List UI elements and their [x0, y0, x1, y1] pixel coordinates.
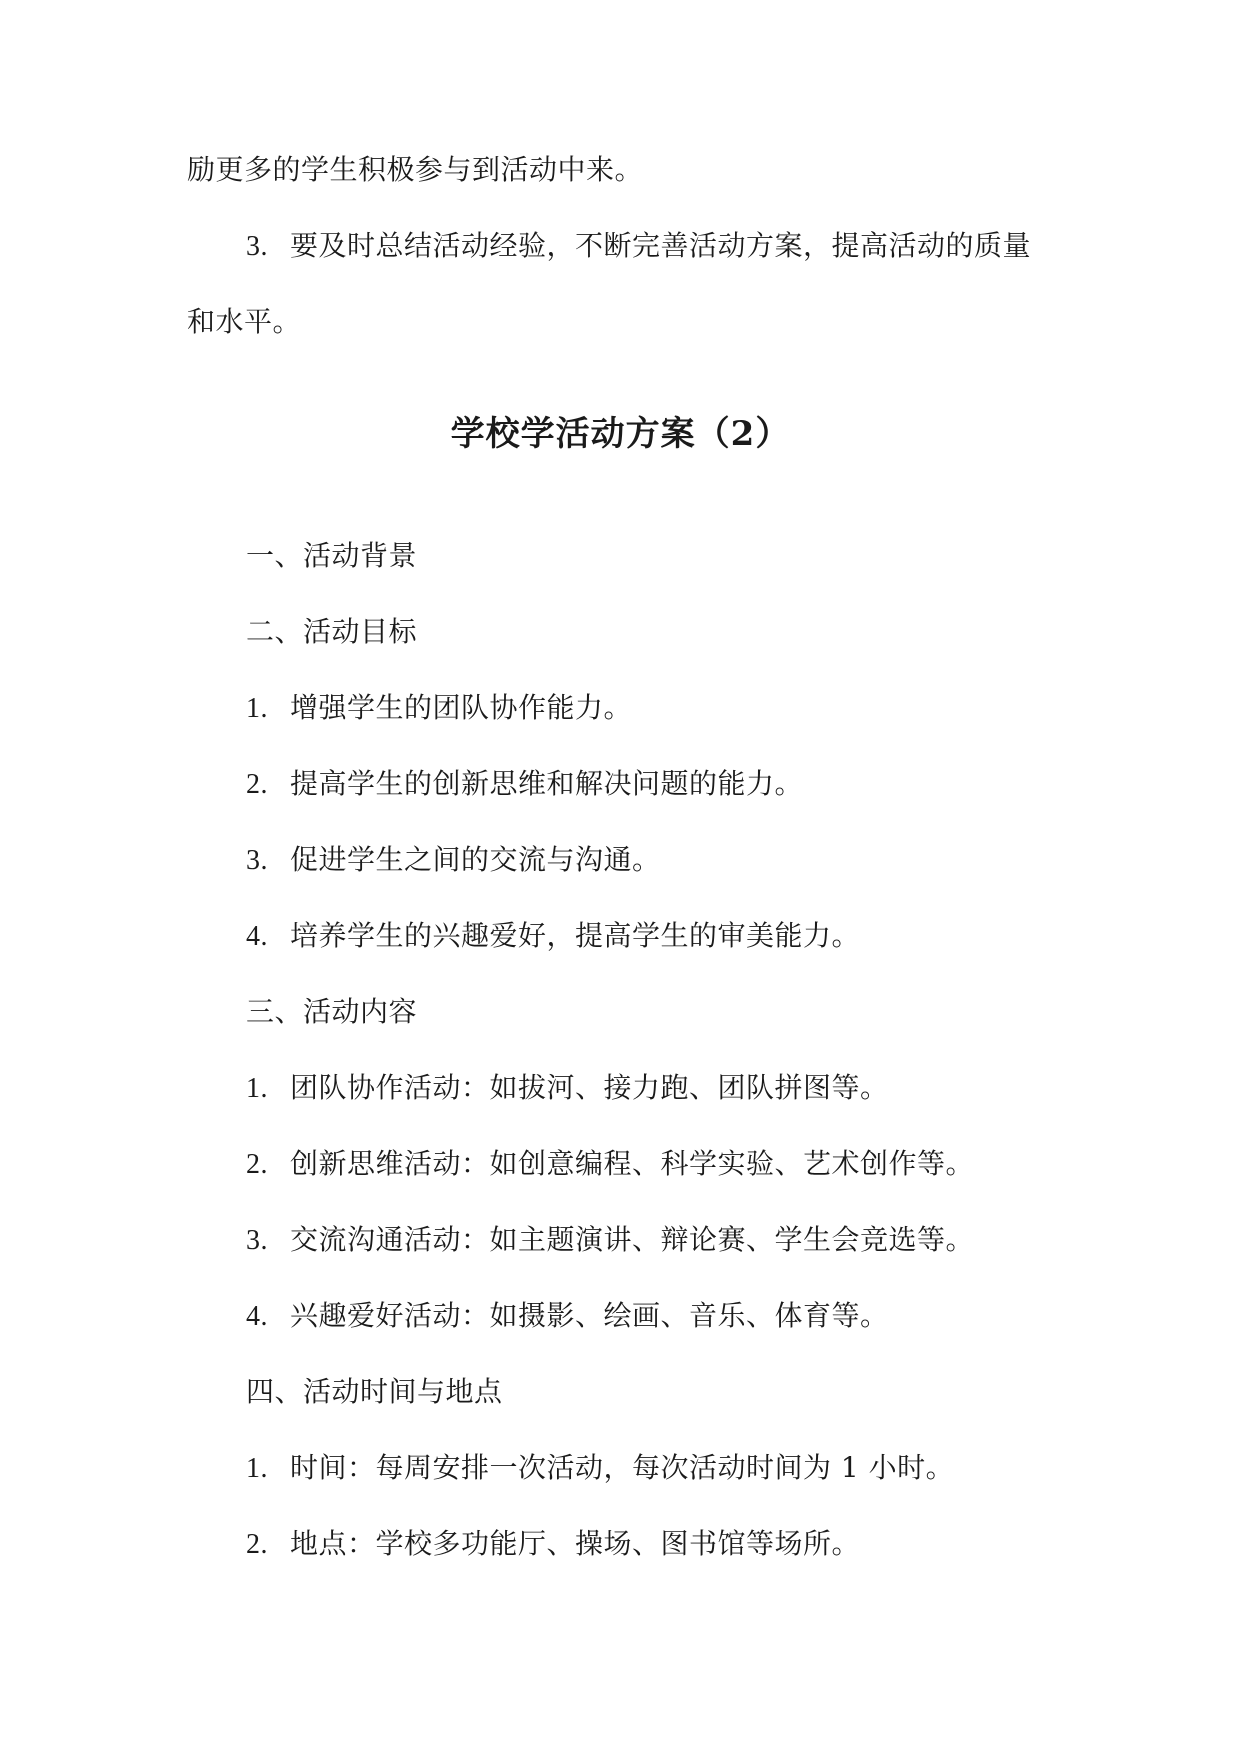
list-number: 4. — [246, 921, 268, 952]
list-item-text: 兴趣爱好活动：如摄影、绘画、音乐、体育等。 — [290, 1299, 889, 1332]
list-number: 2. — [246, 1529, 268, 1560]
list-number: 3. — [246, 845, 268, 876]
schedule-item — [246, 1524, 860, 1565]
list-number: 4. — [246, 1301, 268, 1332]
goal-item — [246, 764, 803, 805]
list-item-text: 增强学生的团队协作能力。 — [290, 691, 633, 724]
list-item-text: 交流沟通活动：如主题演讲、辩论赛、学生会竞选等。 — [290, 1223, 975, 1256]
list-number: 1. — [246, 693, 268, 724]
content-item — [246, 1220, 974, 1261]
list-item-text: 要及时总结活动经验，不断完善活动方案，提高活动的质量 — [290, 229, 1032, 262]
goal-item — [246, 840, 661, 881]
list-number: 1. — [246, 1073, 268, 1104]
goal-item — [246, 916, 860, 957]
list-item-summary-continuation: 和水平。 — [187, 305, 302, 338]
schedule-item — [246, 1448, 954, 1489]
heading-time-location: 四、活动时间与地点 — [246, 1375, 503, 1408]
heading-content: 三、活动内容 — [246, 995, 418, 1028]
heading-background: 一、活动背景 — [246, 539, 418, 572]
list-item-text: 团队协作活动：如拔河、接力跑、团队拼图等。 — [290, 1071, 889, 1104]
heading-goals: 二、活动目标 — [246, 615, 418, 648]
list-number: 1. — [246, 1453, 268, 1484]
goal-item — [246, 688, 632, 729]
list-number: 3. — [246, 1225, 268, 1256]
paragraph-continuation: 励更多的学生积极参与到活动中来。 — [187, 153, 644, 186]
list-item-text: 地点：学校多功能厅、操场、图书馆等场所。 — [290, 1527, 861, 1560]
list-item-text: 培养学生的兴趣爱好，提高学生的审美能力。 — [290, 919, 861, 952]
content-item — [246, 1296, 889, 1337]
list-number: 2. — [246, 769, 268, 800]
section-title: 学校学活动方案（2） — [450, 414, 791, 454]
list-item-text: 创新思维活动：如创意编程、科学实验、艺术创作等。 — [290, 1147, 975, 1180]
list-number: 3. — [246, 231, 268, 262]
content-item — [246, 1144, 974, 1185]
content-item — [246, 1068, 889, 1109]
list-item-text: 时间：每周安排一次活动，每次活动时间为 1 小时。 — [290, 1451, 955, 1484]
list-item-text: 促进学生之间的交流与沟通。 — [290, 843, 661, 876]
list-item-text: 提高学生的创新思维和解决问题的能力。 — [290, 767, 804, 800]
list-number: 2. — [246, 1149, 268, 1180]
list-item-summary — [246, 226, 1031, 267]
